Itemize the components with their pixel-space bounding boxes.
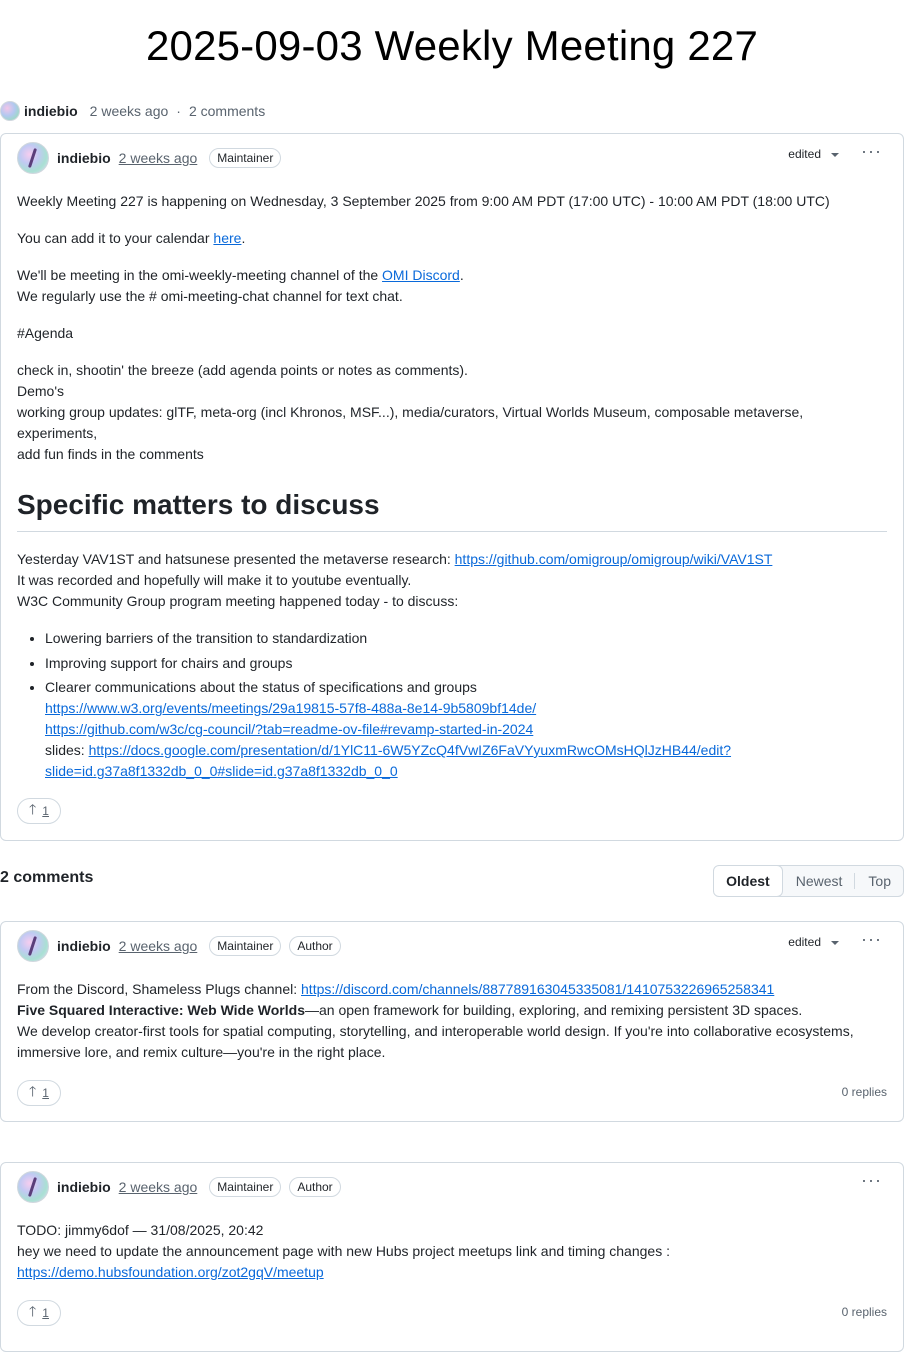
arrow-up-icon: 🡑 xyxy=(29,801,37,817)
edited-history-dropdown[interactable] xyxy=(788,935,839,949)
comment-time-link[interactable]: 2 weeks ago xyxy=(118,938,198,954)
agenda-item: working group updates: glTF, meta-org (incl Khronos, MSF...), media/curators, Virtual Worlds Museum, composable metaverse, experiments, xyxy=(17,404,804,441)
discord-channel-link[interactable]: https://discord.com/channels/887789163045335081/1410753226965258341 xyxy=(301,981,775,997)
post-time-link[interactable]: 2 weeks ago xyxy=(118,150,198,166)
upvote-count: 1 xyxy=(42,1306,49,1320)
slides-link-continued[interactable]: slide=id.g37a8f1332db_0_0#slide=id.g37a8f1332db_0_0 xyxy=(45,763,398,779)
agenda-list xyxy=(17,360,887,465)
calendar-text xyxy=(17,228,887,249)
author-avatar[interactable] xyxy=(17,1171,49,1203)
separator-dot: · xyxy=(176,103,181,119)
meeting-time-text: Weekly Meeting 227 is happening on Wednesday, 3 September 2025 from 9:00 AM PDT (17:00 UTC) - 10:00 AM PDT (18:00 UTC) xyxy=(17,193,830,209)
list-item: • Improving support for chairs and groups xyxy=(45,653,887,674)
comment-time-link[interactable]: 2 weeks ago xyxy=(118,1179,198,1195)
discord-text-suffix: . xyxy=(459,267,464,283)
recording-text: It was recorded and hopefully will make it to youtube eventually. xyxy=(17,572,412,588)
reply-count[interactable]: 0 replies xyxy=(841,1305,887,1319)
comment-count[interactable]: 2 comments xyxy=(188,103,266,119)
comment-header xyxy=(17,930,349,962)
sort-oldest-button[interactable]: Oldest xyxy=(713,865,783,897)
more-options-icon[interactable]: ··· xyxy=(861,141,882,161)
comment-body xyxy=(17,1220,887,1283)
list-item xyxy=(45,677,887,782)
calendar-text-prefix: You can add it to your calendar xyxy=(17,230,214,246)
omi-discord-link[interactable]: OMI Discord xyxy=(382,267,460,283)
author-avatar[interactable] xyxy=(17,930,49,962)
comment-text: From the Discord, Shameless Plugs channel: xyxy=(17,981,302,997)
upvote-button[interactable] xyxy=(17,1080,61,1106)
upvote-button[interactable] xyxy=(17,1300,61,1326)
sort-newest-button[interactable]: Newest xyxy=(795,873,843,889)
section-heading: Specific matters to discuss xyxy=(17,489,887,532)
more-options-icon[interactable]: ··· xyxy=(861,929,882,949)
comment-header xyxy=(17,1171,349,1203)
comment-text: TODO: jimmy6dof — 31/08/2025, 20:42 xyxy=(17,1222,264,1238)
upvote-count: 1 xyxy=(42,1086,49,1100)
agenda-item: add fun finds in the comments xyxy=(17,446,204,462)
edited-history-dropdown[interactable] xyxy=(788,147,839,161)
arrow-up-icon: 🡑 xyxy=(29,1303,37,1319)
calendar-text-suffix: . xyxy=(241,230,246,246)
comment-sort-toggle xyxy=(713,865,904,897)
comments-count-heading: 2 comments xyxy=(0,869,94,886)
list-item-text: Clearer communications about the status of specifications and groups xyxy=(45,679,477,695)
discord-text xyxy=(17,265,887,307)
edited-label: edited xyxy=(788,147,821,161)
page-title: 2025-09-03 Weekly Meeting 227 xyxy=(145,22,759,69)
hubs-meetup-link[interactable]: https://demo.hubsfoundation.org/zot2gqV/meetup xyxy=(17,1264,324,1280)
chat-channel-text: We regularly use the # omi-meeting-chat channel for text chat. xyxy=(17,288,403,304)
edited-label: edited xyxy=(788,935,821,949)
agenda-item: check in, shootin' the breeze (add agenda points or notes as comments). xyxy=(17,362,468,378)
agenda-heading: #Agenda xyxy=(17,325,74,341)
post-header xyxy=(17,142,289,174)
author-avatar[interactable] xyxy=(0,101,20,121)
more-options-icon[interactable]: ··· xyxy=(861,1170,882,1190)
maintainer-badge: Maintainer xyxy=(209,936,281,956)
project-name: Five Squared Interactive: Web Wide Worlds xyxy=(17,1002,305,1018)
comment-text: We develop creator-first tools for spatial computing, storytelling, and interoperable world design. If you're into collaborative ecosystems, immersive lore, and remix culture—you're in the right place. xyxy=(17,1023,854,1060)
w3-event-link[interactable]: https://www.w3.org/events/meetings/29a19815-57f8-488a-8e14-9b5809bf14de/ xyxy=(45,700,537,716)
research-text-prefix: Yesterday VAV1ST and hatsunese presented the metaverse research: xyxy=(17,551,455,567)
author-link[interactable]: indiebio xyxy=(57,938,111,954)
research-text xyxy=(17,549,887,612)
maintainer-badge: Maintainer xyxy=(209,148,281,168)
author-avatar[interactable] xyxy=(17,142,49,174)
author-badge: Author xyxy=(289,1177,340,1197)
vav1st-wiki-link[interactable]: https://github.com/omigroup/omigroup/wiki/VAV1ST xyxy=(454,551,773,567)
agenda-item: Demo's xyxy=(17,383,65,399)
author-badge: Author xyxy=(289,936,340,956)
caret-down-icon xyxy=(831,153,839,157)
discussion-meta xyxy=(0,99,265,123)
discussion-post xyxy=(0,133,904,841)
comment-text: hey we need to update the announcement page with new Hubs project meetups link and timing changes : xyxy=(17,1243,670,1259)
calendar-link[interactable]: here xyxy=(213,230,242,246)
arrow-up-icon: 🡑 xyxy=(29,1083,37,1099)
comment-text: —an open framework for building, exploring, and remixing persistent 3D spaces. xyxy=(304,1002,803,1018)
caret-down-icon xyxy=(831,941,839,945)
upvote-count: 1 xyxy=(42,804,49,818)
slides-label: slides: xyxy=(45,742,89,758)
w3c-topics-list xyxy=(17,628,887,786)
upvote-button[interactable] xyxy=(17,798,61,824)
slides-link[interactable]: https://docs.google.com/presentation/d/1YlC11-6W5YZcQ4fVwIZ6FaVYyuxmRwcOMsHQlJzHB44/edit? xyxy=(88,742,732,758)
list-item: • Lowering barriers of the transition to standardization xyxy=(45,628,887,649)
author-link[interactable]: indiebio xyxy=(57,150,111,166)
post-time[interactable]: 2 weeks ago xyxy=(89,103,169,119)
author-link[interactable]: indiebio xyxy=(57,1179,111,1195)
comment-card xyxy=(0,921,904,1122)
author-link[interactable]: indiebio xyxy=(24,103,78,119)
maintainer-badge: Maintainer xyxy=(209,1177,281,1197)
comment-body xyxy=(17,979,887,1063)
discord-text-prefix: We'll be meeting in the omi-weekly-meeting channel of the xyxy=(17,267,383,283)
cg-council-link[interactable]: https://github.com/w3c/cg-council/?tab=readme-ov-file#revamp-started-in-2024 xyxy=(45,721,534,737)
sort-top-button[interactable]: Top xyxy=(868,873,891,889)
reply-count[interactable]: 0 replies xyxy=(841,1085,887,1099)
comment-card xyxy=(0,1162,904,1352)
w3c-text: W3C Community Group program meeting happened today - to discuss: xyxy=(17,593,459,609)
